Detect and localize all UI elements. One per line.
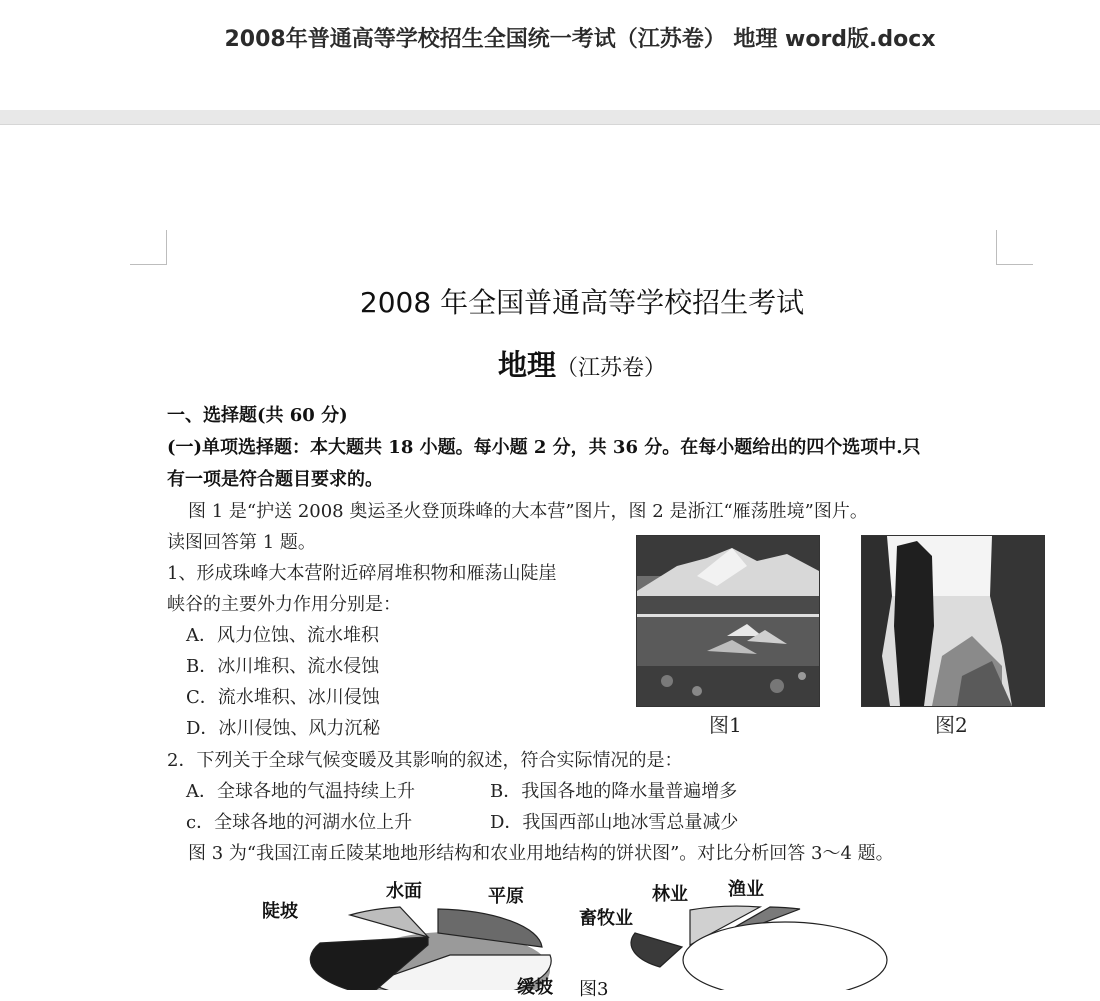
figure1-caption: 图1	[709, 713, 742, 737]
q2-option-a: A．全球各地的气温持续上升	[186, 781, 415, 802]
q2-option-b: B．我国各地的降水量普遍增多	[490, 781, 738, 802]
pie-label-steep: 陡坡	[262, 901, 298, 922]
toolbar-divider	[0, 110, 1100, 125]
pie-label-forestry: 林业	[652, 884, 688, 905]
q1-option-b: B．冰川堆积、流水侵蚀	[186, 656, 380, 677]
q1-stem-line1: 1、形成珠峰大本营附近碎屑堆积物和雁荡山陡崖	[167, 563, 557, 584]
subject-name: 地理	[497, 348, 556, 382]
q2-option-d: D．我国西部山地冰雪总量减少	[490, 812, 739, 833]
document-page	[0, 125, 1100, 1000]
q2-stem: 2．下列关于全球气候变暖及其影响的叙述，符合实际情况的是：	[167, 750, 683, 771]
section-instruction-line1: (一)单项选择题：本大题共 18 小题。每小题 2 分，共 36 分。在每小题给出的四个选项中.只	[167, 437, 921, 458]
page-corner-mark-left	[130, 230, 167, 265]
q1-option-a: A．风力位蚀、流水堆积	[186, 625, 379, 646]
figure3-caption: 图3	[579, 979, 609, 1000]
section-heading: 一、选择题(共 60 分)	[167, 405, 348, 426]
q1-option-c: C．流水堆积、冰川侵蚀	[186, 687, 380, 708]
intro-fig3: 图 3 为“我国江南丘陵某地地形结构和农业用地结构的饼状图”。对比分析回答 3～4 题。	[188, 843, 894, 864]
section-instruction-line2: 有一项是符合题目要求的。	[167, 469, 383, 490]
q2-option-c: c．全球各地的河湖水位上升	[186, 812, 413, 833]
document-title: 2008年普通高等学校招生全国统一考试（江苏卷） 地理 word版.docx	[224, 27, 936, 52]
title-bar	[0, 0, 1100, 110]
pie-label-fishery: 渔业	[728, 879, 764, 900]
pie-label-water: 水面	[386, 881, 422, 902]
figure1-photo	[636, 535, 820, 707]
q1-stem-line2: 峡谷的主要外力作用分别是：	[167, 594, 401, 615]
intro-fig12-line1: 图 1 是“护送 2008 奥运圣火登顶珠峰的大本营”图片，图 2 是浙江“雁荡胜境”图片。	[188, 501, 868, 522]
pie-label-plain: 平原	[488, 886, 524, 907]
page-corner-mark-right	[996, 230, 1033, 265]
pie-label-gentle: 缓坡	[517, 977, 553, 998]
q1-option-d: D．冰川侵蚀、风力沉秘	[186, 718, 381, 739]
intro-fig12-line2: 读图回答第 1 题。	[167, 532, 316, 553]
figure2-photo	[861, 535, 1045, 707]
pie-label-livestock: 畜牧业	[579, 908, 633, 929]
exam-title: 2008 年全国普通高等学校招生考试	[359, 286, 805, 319]
subject-province: （江苏卷）	[556, 356, 667, 381]
exam-subject	[0, 343, 1100, 384]
figure2-caption: 图2	[935, 713, 968, 737]
